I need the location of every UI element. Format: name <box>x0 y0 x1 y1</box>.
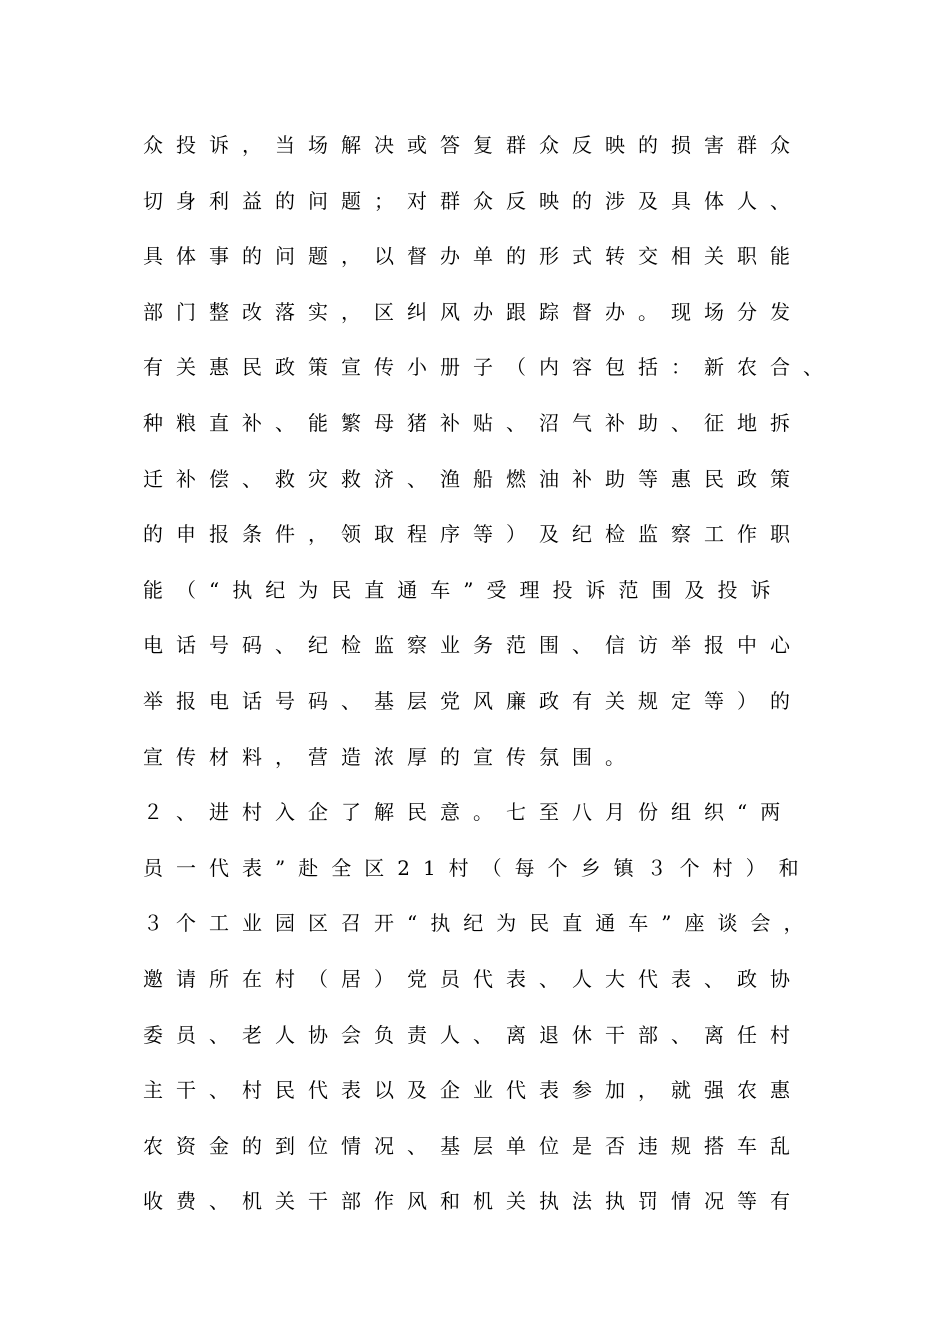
text-line: 众投诉，当场解决或答复群众反映的损害群众 <box>143 133 803 157</box>
text-line: 邀请所在村（居）党员代表、人大代表、政协 <box>143 966 803 991</box>
text-line: 收费、机关干部作风和机关执法执罚情况等有 <box>143 1189 803 1214</box>
text-line: 切身利益的问题；对群众反映的涉及具体人、 <box>143 188 803 213</box>
text-line: ２、进村入企了解民意。七至八月份组织“两 <box>143 800 794 825</box>
text-line: 员一代表”赴全区21村（每个乡镇３个村）和 <box>143 855 812 880</box>
text-line: 种粮直补、能繁母猪补贴、沼气补助、征地拆 <box>143 410 803 435</box>
text-line: 电话号码、纪检监察业务范围、信访举报中心 <box>143 633 803 658</box>
text-line: 能（“执纪为民直通车”受理投诉范围及投诉 <box>143 577 784 602</box>
text-line: 主干、村民代表以及企业代表参加，就强农惠 <box>143 1078 803 1103</box>
text-line: 有关惠民政策宣传小册子（内容包括：新农合、 <box>143 355 836 380</box>
text-line: ３个工业园区召开“执纪为民直通车”座谈会， <box>143 911 817 936</box>
text-line: 宣传材料，营造浓厚的宣传氛围。 <box>143 744 638 769</box>
text-line: 的申报条件，领取程序等）及纪检监察工作职 <box>143 522 803 547</box>
text-line: 农资金的到位情况、基层单位是否违规搭车乱 <box>143 1133 803 1158</box>
text-line: 具体事的问题，以督办单的形式转交相关职能 <box>143 244 803 269</box>
text-line: 部门整改落实，区纠风办跟踪督办。现场分发 <box>143 299 803 324</box>
body-text <box>143 123 843 1235</box>
text-line: 举报电话号码、基层党风廉政有关规定等）的 <box>143 688 803 713</box>
text-line: 委员、老人协会负责人、离退休干部、离任村 <box>143 1022 803 1047</box>
text-line: 迁补偿、救灾救济、渔船燃油补助等惠民政策 <box>143 466 803 491</box>
